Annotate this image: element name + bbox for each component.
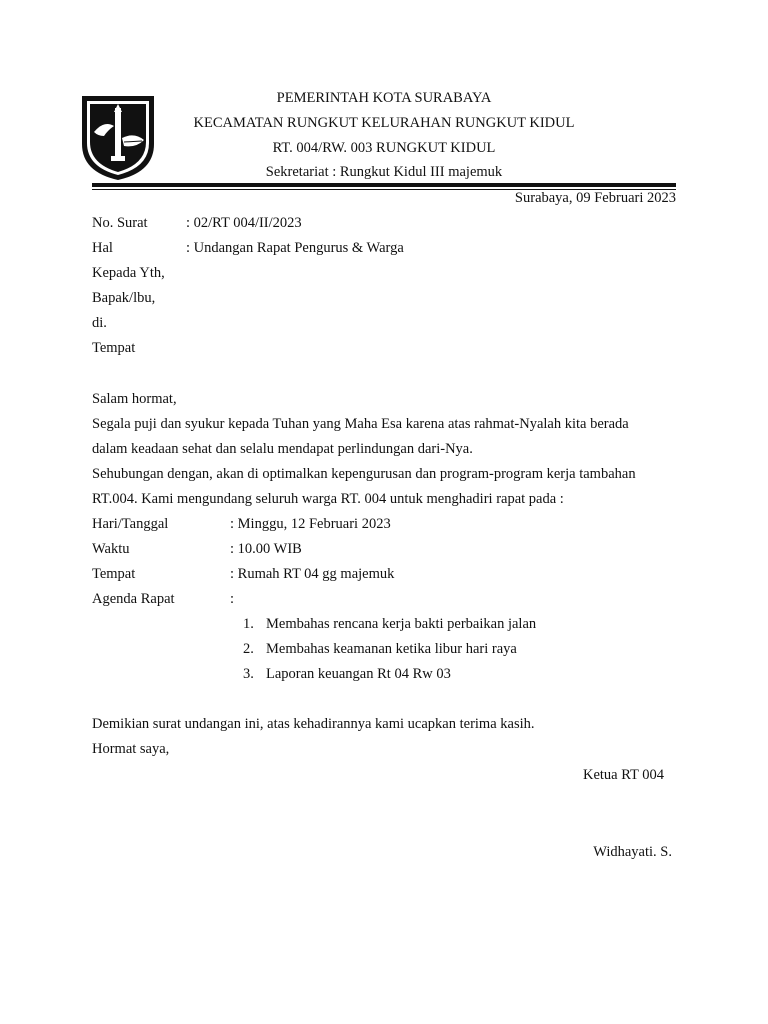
nomor-label: No. Surat xyxy=(92,215,148,231)
detail-value: : Minggu, 12 Februari 2023 xyxy=(230,516,391,532)
letter-date: Surabaya, 09 Februari 2023 xyxy=(514,190,676,206)
nomor-value: : 02/RT 004/II/2023 xyxy=(186,215,302,231)
header-line-1: PEMERINTAH KOTA SURABAYA xyxy=(276,90,492,106)
body-line: Segala puji dan syukur kepada Tuhan yang Maha Esa karena atas rahmat-Nyalah kita berada xyxy=(92,416,629,432)
signer-title: Ketua RT 004 xyxy=(582,767,664,783)
detail-label: Hari/Tanggal xyxy=(92,516,169,532)
regards-text: Hormat saya, xyxy=(92,741,170,757)
header-line-4: Sekretariat : Rungkut Kidul III majemuk xyxy=(265,164,503,180)
agenda-number: 1. xyxy=(243,616,254,632)
body-line: dalam keadaan sehat dan selalu mendapat perlindungan dari-Nya. xyxy=(92,441,473,457)
header-line-2: KECAMATAN RUNGKUT KELURAHAN RUNGKUT KIDUL xyxy=(193,115,575,131)
recipient-line: Bapak/lbu, xyxy=(92,290,156,306)
hal-label: Hal xyxy=(92,240,113,256)
signer-name: Widhayati. S. xyxy=(593,844,672,860)
detail-label: Agenda Rapat xyxy=(92,591,175,607)
recipient-line: Kepada Yth, xyxy=(92,265,165,281)
header-line-3: RT. 004/RW. 003 RUNGKUT KIDUL xyxy=(272,140,496,156)
detail-label: Waktu xyxy=(92,541,130,557)
detail-value: : Rumah RT 04 gg majemuk xyxy=(230,566,395,582)
header-divider-thick xyxy=(92,183,676,187)
body-line: Sehubungan dengan, akan di optimalkan kepengurusan dan program-program kerja tambahan xyxy=(92,466,636,482)
detail-label: Tempat xyxy=(92,566,136,582)
body-line: RT.004. Kami mengundang seluruh warga RT. 004 untuk menghadiri rapat pada : xyxy=(92,491,564,507)
agenda-item: Laporan keuangan Rt 04 Rw 03 xyxy=(266,666,451,682)
detail-value: : xyxy=(230,591,235,607)
detail-value: : 10.00 WIB xyxy=(230,541,302,557)
agenda-item: Membahas rencana kerja bakti perbaikan jalan xyxy=(266,616,537,632)
recipient-line: Tempat xyxy=(92,340,136,356)
hal-value: : Undangan Rapat Pengurus & Warga xyxy=(186,240,404,256)
agenda-number: 2. xyxy=(243,641,254,657)
closing-text: Demikian surat undangan ini, atas kehadirannya kami ucapkan terima kasih. xyxy=(92,716,535,732)
recipient-line: di. xyxy=(92,315,107,331)
agenda-number: 3. xyxy=(243,666,254,682)
agenda-item: Membahas keamanan ketika libur hari raya xyxy=(266,641,517,657)
greeting: Salam hormat, xyxy=(92,391,177,407)
